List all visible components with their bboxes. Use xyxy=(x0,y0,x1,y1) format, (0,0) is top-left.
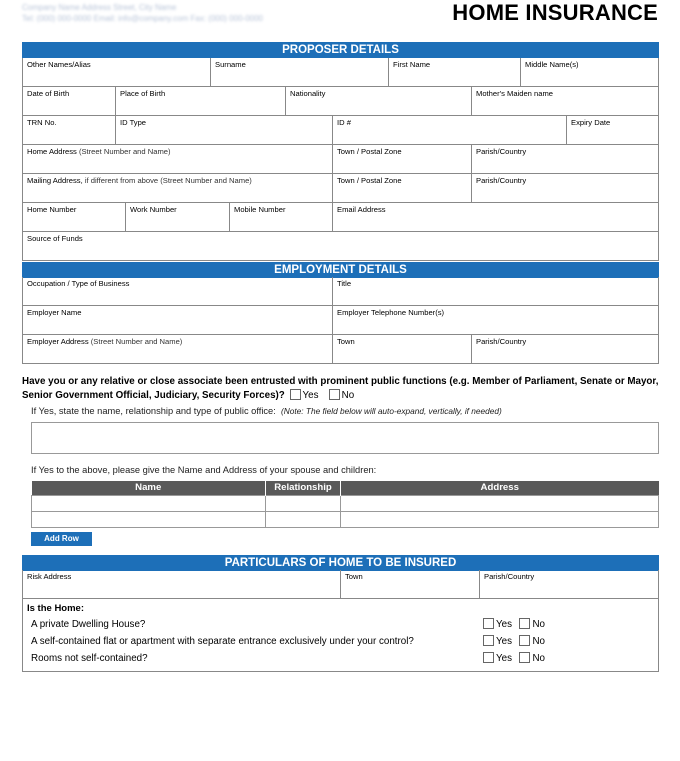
mothers-maiden-field[interactable]: Mother's Maiden name xyxy=(476,89,554,98)
q3-no-checkbox[interactable] xyxy=(519,652,530,663)
employment-row-address xyxy=(23,335,658,364)
relative-name-input[interactable] xyxy=(32,512,266,528)
proposer-details-grid xyxy=(22,58,659,261)
proposer-row-names xyxy=(23,58,658,87)
home-q2: A self-contained flat or apartment with separate entrance exclusively under your control? xyxy=(31,636,414,647)
table-row xyxy=(32,496,659,512)
home-q2-options xyxy=(481,635,545,647)
q1-yes-label: Yes xyxy=(496,619,512,630)
mailing-address-field[interactable] xyxy=(23,174,333,202)
employer-parish-field[interactable]: Parish/Country xyxy=(476,337,527,346)
proposer-row-id xyxy=(23,116,658,145)
town-postal-field-1[interactable]: Town / Postal Zone xyxy=(333,145,472,173)
employer-name-field[interactable]: Employer Name xyxy=(23,306,333,334)
risk-parish-field[interactable]: Parish/Country xyxy=(484,572,535,581)
pep-yes-label: Yes xyxy=(302,389,319,401)
proposer-row-phones xyxy=(23,203,658,232)
pep-no-label: No xyxy=(341,389,355,401)
occupation-field[interactable]: Occupation / Type of Business xyxy=(23,277,333,305)
employer-address-field[interactable] xyxy=(23,335,333,363)
table-row xyxy=(32,512,659,528)
id-number-field[interactable]: ID # xyxy=(333,116,567,144)
col-name-header: Name xyxy=(32,481,266,496)
col-address-header: Address xyxy=(341,481,659,496)
home-address-label: Home Address xyxy=(27,147,77,156)
home-q3: Rooms not self-contained? xyxy=(31,653,148,664)
is-home-label: Is the Home: xyxy=(27,603,85,614)
town-postal-field-2[interactable]: Town / Postal Zone xyxy=(333,174,472,202)
home-q3-options xyxy=(481,652,545,664)
job-title-field[interactable]: Title xyxy=(337,279,352,288)
proposer-row-mailing-address xyxy=(23,174,658,203)
mailing-address-label: Mailing Address, xyxy=(27,176,83,185)
pep-question xyxy=(22,376,662,402)
proposer-row-birth xyxy=(23,87,658,116)
company-line-2: Tel: (000) 000-0000 Email: info@company.com Fax: (000) 000-0000 xyxy=(22,14,263,23)
dob-field[interactable]: Date of Birth xyxy=(23,87,116,115)
pep-yes-checkbox[interactable] xyxy=(290,389,301,400)
source-of-funds-field[interactable]: Source of Funds xyxy=(27,234,83,243)
home-particulars-header: PARTICULARS OF HOME TO BE INSURED xyxy=(22,555,659,571)
work-number-field[interactable]: Work Number xyxy=(126,203,230,231)
risk-town-field[interactable]: Town xyxy=(341,570,480,598)
q1-no-label: No xyxy=(532,619,545,630)
relative-relationship-input[interactable] xyxy=(266,512,341,528)
employment-details-header: EMPLOYMENT DETAILS xyxy=(22,262,659,278)
employer-phone-field[interactable]: Employer Telephone Number(s) xyxy=(337,308,445,317)
other-names-field[interactable]: Other Names/Alias xyxy=(23,58,211,86)
q1-yes-checkbox[interactable] xyxy=(483,618,494,629)
q2-no-checkbox[interactable] xyxy=(519,635,530,646)
employer-town-field[interactable]: Town xyxy=(333,335,472,363)
pep-question-text: Have you or any relative or close associate been entrusted with prominent public functions (e.g. Member of Parliament, Senate or Mayor, Senior Government Official, Judiciary, Security Forces)? xyxy=(22,376,659,401)
pob-field[interactable]: Place of Birth xyxy=(116,87,286,115)
employer-address-note: (Street Number and Name) xyxy=(90,337,183,346)
document-title: HOME INSURANCE xyxy=(452,0,658,25)
parish-country-field-1[interactable]: Parish/Country xyxy=(476,147,527,156)
employment-details-grid xyxy=(22,277,659,364)
q3-no-label: No xyxy=(532,653,545,664)
pep-if-yes-note: (Note: The field below will auto-expand, vertically, if needed) xyxy=(280,406,502,416)
employment-row-employer xyxy=(23,306,658,335)
employer-address-label: Employer Address xyxy=(27,337,89,346)
mobile-number-field[interactable]: Mobile Number xyxy=(230,203,333,231)
home-particulars-grid xyxy=(22,570,659,599)
parish-country-field-2[interactable]: Parish/Country xyxy=(476,176,527,185)
relative-name-input[interactable] xyxy=(32,496,266,512)
spouse-prompt: If Yes to the above, please give the Name and Address of your spouse and children: xyxy=(31,465,377,475)
id-type-field[interactable]: ID Type xyxy=(116,116,333,144)
expiry-date-field[interactable]: Expiry Date xyxy=(571,118,611,127)
proposer-row-funds xyxy=(23,232,658,261)
proposer-details-header: PROPOSER DETAILS xyxy=(22,42,659,58)
pep-no-checkbox[interactable] xyxy=(329,389,340,400)
add-row-button[interactable]: Add Row xyxy=(31,532,92,546)
home-q1: A private Dwelling House? xyxy=(31,619,146,630)
email-field[interactable]: Email Address xyxy=(337,205,386,214)
trn-field[interactable]: TRN No. xyxy=(23,116,116,144)
relative-relationship-input[interactable] xyxy=(266,496,341,512)
q1-no-checkbox[interactable] xyxy=(519,618,530,629)
home-q1-options xyxy=(481,618,545,630)
q3-yes-label: Yes xyxy=(496,653,512,664)
q2-no-label: No xyxy=(532,636,545,647)
mailing-address-note: if different from above (Street Number and Name) xyxy=(84,176,252,185)
nationality-field[interactable]: Nationality xyxy=(286,87,472,115)
pep-if-yes-prompt xyxy=(31,406,502,416)
relative-address-input[interactable] xyxy=(341,496,659,512)
home-address-note: (Street Number and Name) xyxy=(78,147,171,156)
pep-if-yes-text: If Yes, state the name, relationship and type of public office: xyxy=(31,406,276,416)
surname-field[interactable]: Surname xyxy=(211,58,389,86)
home-address-field[interactable] xyxy=(23,145,333,173)
proposer-row-home-address xyxy=(23,145,658,174)
q2-yes-checkbox[interactable] xyxy=(483,635,494,646)
pep-details-textarea[interactable] xyxy=(31,422,659,454)
company-line-1: Company Name Address Street, City Name xyxy=(22,3,177,12)
middle-names-field[interactable]: Middle Name(s) xyxy=(525,60,579,69)
q3-yes-checkbox[interactable] xyxy=(483,652,494,663)
employment-row-occupation xyxy=(23,277,658,306)
first-name-field[interactable]: First Name xyxy=(389,58,521,86)
company-info xyxy=(22,2,263,24)
col-relationship-header: Relationship xyxy=(266,481,341,496)
q2-yes-label: Yes xyxy=(496,636,512,647)
risk-address-field[interactable]: Risk Address xyxy=(23,570,341,598)
relatives-table-header xyxy=(32,481,659,496)
home-number-field[interactable]: Home Number xyxy=(23,203,126,231)
home-row-address xyxy=(23,570,658,599)
home-type-section xyxy=(22,599,659,672)
relative-address-input[interactable] xyxy=(341,512,659,528)
relatives-table xyxy=(31,481,659,528)
